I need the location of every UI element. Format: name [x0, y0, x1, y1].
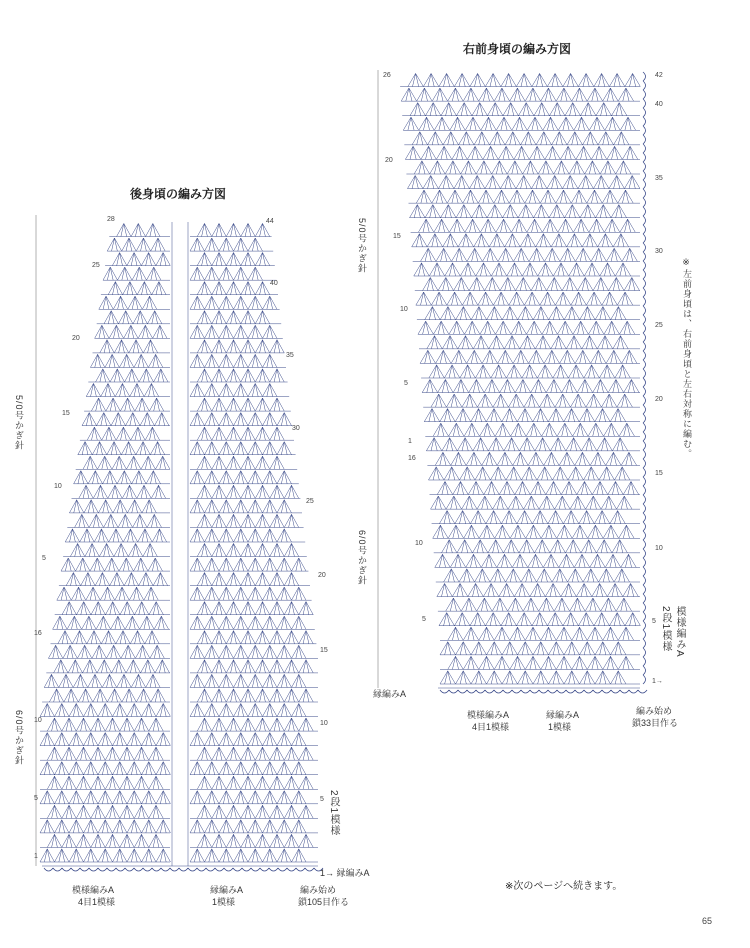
back-right-row — [190, 514, 304, 527]
back-right-row — [190, 834, 318, 847]
front-border-note: 縁編みA — [373, 689, 407, 699]
front-row — [405, 146, 640, 159]
front-rrow-25: 25 — [655, 322, 663, 329]
back-right-row — [190, 340, 284, 353]
back-left-row — [78, 442, 170, 455]
front-row — [412, 234, 640, 247]
back-left-row — [103, 267, 170, 280]
front-pattern-a: 模様編みA — [467, 710, 510, 720]
back-rrow-20: 20 — [318, 572, 326, 579]
back-left-row — [46, 660, 170, 673]
front-row — [436, 569, 640, 582]
back-left-row — [105, 253, 170, 266]
back-row-1: 1 — [34, 853, 38, 860]
back-right-row — [190, 485, 300, 498]
front-row-1: 1 — [408, 438, 412, 445]
back-right-row — [190, 500, 302, 513]
front-row — [403, 117, 640, 130]
front-row — [434, 540, 640, 553]
back-row-20: 20 — [72, 335, 80, 342]
back-left-row — [40, 791, 171, 804]
back-left-row — [40, 733, 171, 746]
front-body-title: 右前身頃の編み方図 — [463, 42, 572, 56]
front-rrow-1: 1→ — [652, 678, 663, 685]
front-row — [413, 248, 640, 261]
back-left-row — [101, 282, 170, 295]
front-hook-upper: 5/0号かぎ針 — [357, 218, 367, 274]
back-right-row — [190, 456, 297, 469]
back-left-row — [90, 354, 170, 367]
front-row — [411, 219, 640, 232]
back-left-row — [65, 529, 170, 542]
front-hook-lower: 6/0号かぎ針 — [357, 530, 367, 586]
back-left-row — [80, 427, 170, 440]
front-rrow-35: 35 — [655, 175, 663, 182]
front-edge-a-repeat: 1模様 — [548, 722, 572, 732]
back-left-row — [67, 514, 170, 527]
front-row — [428, 467, 640, 480]
front-row — [426, 438, 640, 451]
front-rrow-15: 15 — [655, 470, 663, 477]
front-row — [431, 496, 640, 509]
back-left-row — [48, 645, 170, 658]
back-left-row — [76, 456, 170, 469]
front-row — [422, 379, 640, 392]
front-row — [414, 263, 640, 276]
back-right-row — [190, 427, 294, 440]
back-right-row — [190, 689, 318, 702]
back-right-row — [190, 645, 318, 658]
front-pattern-label: 模様編みA — [674, 606, 685, 658]
back-rrow-10: 10 — [320, 720, 328, 727]
back-rrow-40: 40 — [270, 280, 278, 287]
back-right-row — [190, 253, 275, 266]
back-row-10: 10 — [54, 483, 62, 490]
front-start-chain: 鎖33目作る — [632, 718, 679, 728]
back-right-row — [190, 529, 305, 542]
back-right-row — [190, 805, 318, 818]
back-start-label: 編み始め — [300, 885, 337, 895]
back-left-row — [84, 398, 170, 411]
front-repeat-note: 2段1模様 — [660, 606, 671, 653]
front-row — [435, 554, 640, 567]
back-row-25: 25 — [92, 262, 100, 269]
back-right-row — [190, 849, 318, 862]
front-pattern-a-repeat: 4目1模様 — [472, 722, 510, 732]
back-body-title: 後身頃の編み方図 — [130, 187, 227, 201]
back-right-row — [190, 442, 296, 455]
back-right-row — [190, 776, 318, 789]
back-left-row — [82, 413, 170, 426]
back-row-10b: 10 — [34, 717, 42, 724]
front-row — [440, 671, 640, 684]
back-row-15: 15 — [62, 410, 70, 417]
back-right-row — [190, 718, 318, 731]
front-rrow-42: 42 — [655, 72, 663, 79]
front-row — [430, 481, 641, 494]
front-rrow-5: 5 — [652, 618, 656, 625]
front-rrow-30: 30 — [655, 248, 663, 255]
back-left-row — [99, 296, 170, 309]
back-hook-upper: 5/0号かぎ針 — [14, 395, 24, 451]
back-left-row — [63, 543, 170, 556]
back-rrow-30: 30 — [292, 425, 300, 432]
front-start-label: 編み始め — [636, 706, 673, 716]
front-row — [438, 598, 640, 611]
back-right-row — [190, 587, 312, 600]
back-edge-a-repeat: 1模様 — [212, 897, 236, 907]
back-right-row — [190, 762, 318, 775]
back-left-row — [42, 689, 170, 702]
back-left-row — [59, 573, 170, 586]
back-right-row — [190, 369, 288, 382]
back-right-row — [190, 311, 281, 324]
back-right-row — [190, 674, 318, 687]
back-rrow-25: 25 — [306, 498, 314, 505]
front-row — [401, 88, 640, 101]
back-rrow-5: 5 — [320, 796, 324, 803]
back-left-row — [72, 485, 171, 498]
back-right-row — [190, 354, 286, 367]
front-row — [424, 409, 640, 422]
front-row — [410, 205, 640, 218]
back-right-row — [190, 660, 318, 673]
front-row — [420, 350, 640, 363]
back-right-row — [190, 558, 308, 571]
back-row-5b: 5 — [34, 795, 38, 802]
front-row — [440, 642, 640, 655]
back-left-row — [53, 616, 170, 629]
back-row-16: 16 — [34, 630, 42, 637]
back-right-row — [190, 282, 278, 295]
back-right-row — [190, 791, 318, 804]
back-repeat-note: 2段1模様 — [328, 790, 339, 837]
page-number: 65 — [702, 916, 713, 926]
back-left-row — [40, 805, 170, 818]
front-bottom-scallops — [440, 690, 647, 693]
back-start-chain: 鎖105目作る — [298, 897, 350, 907]
back-left-row — [55, 602, 170, 615]
front-row-5: 5 — [404, 380, 408, 387]
front-row-5b: 5 — [422, 616, 426, 623]
back-left-row — [40, 718, 170, 731]
back-left-row — [74, 471, 170, 484]
back-left-row — [93, 340, 171, 353]
front-row — [440, 656, 640, 669]
front-row — [440, 627, 640, 640]
back-rrow-15: 15 — [320, 647, 328, 654]
front-rrow-20: 20 — [655, 396, 663, 403]
front-row — [402, 103, 640, 116]
front-row — [417, 307, 640, 320]
front-row — [427, 452, 640, 465]
back-left-row — [40, 747, 170, 760]
back-border-note: 1→ 縁編みA — [320, 868, 370, 878]
back-left-row — [40, 762, 171, 775]
back-left-row — [107, 238, 170, 251]
front-row — [406, 161, 640, 174]
back-rrow-35: 35 — [286, 352, 294, 359]
back-right-row — [190, 573, 310, 586]
back-right-row — [190, 820, 318, 833]
back-left-row — [61, 558, 170, 571]
back-right-row — [190, 413, 292, 426]
back-right-row — [190, 631, 316, 644]
front-row — [404, 132, 640, 145]
front-row — [409, 190, 641, 203]
front-row-20: 20 — [385, 157, 393, 164]
front-row — [433, 525, 640, 538]
front-row — [419, 336, 640, 349]
back-left-row — [40, 849, 171, 862]
front-row — [416, 292, 640, 305]
back-right-row — [190, 616, 315, 629]
back-right-row — [190, 543, 307, 556]
front-row — [439, 613, 641, 626]
back-right-row — [190, 733, 318, 746]
front-row — [418, 321, 640, 334]
front-row — [437, 583, 640, 596]
back-left-row — [40, 834, 170, 847]
back-right-row — [190, 471, 299, 484]
back-pattern-a: 模様編みA — [72, 885, 115, 895]
front-row-26: 26 — [383, 72, 391, 79]
back-left-row — [44, 674, 170, 687]
front-rrow-40: 40 — [655, 101, 663, 108]
back-left-row — [40, 703, 171, 716]
front-row — [415, 277, 640, 290]
front-row-15: 15 — [393, 233, 401, 240]
front-right-edge-scallops — [643, 72, 646, 684]
back-left-row — [57, 587, 170, 600]
back-left-row — [69, 500, 170, 513]
back-right-row — [190, 238, 273, 251]
back-right-row — [190, 703, 318, 716]
back-rrow-44: 44 — [266, 218, 274, 225]
front-row — [407, 175, 640, 188]
back-left-row — [97, 311, 170, 324]
front-row — [423, 394, 640, 407]
front-rrow-10: 10 — [655, 545, 663, 552]
back-right-row — [190, 602, 313, 615]
front-row-16: 16 — [408, 455, 416, 462]
front-row — [432, 511, 640, 524]
continue-note: ※次のページへ続きます。 — [505, 881, 623, 892]
back-left-row — [40, 820, 171, 833]
back-edge-a: 縁編みA — [210, 885, 244, 895]
back-right-row — [190, 398, 291, 411]
back-left-row — [95, 325, 170, 338]
back-edge-scallops — [44, 868, 323, 871]
front-mirror-note: ※左前身頃は、右前身頃と左右対称に編む。 — [682, 258, 692, 459]
back-right-row — [190, 383, 289, 396]
back-pattern-a-repeat: 4目1模様 — [78, 897, 116, 907]
back-row-5: 5 — [42, 555, 46, 562]
back-right-row — [190, 267, 276, 280]
front-row-10b: 10 — [415, 540, 423, 547]
front-row — [425, 423, 640, 436]
back-right-row — [190, 223, 272, 236]
back-hook-lower: 6/0号かぎ針 — [14, 710, 24, 766]
back-left-row — [86, 383, 170, 396]
front-row — [421, 365, 640, 378]
back-left-row — [109, 223, 170, 236]
back-left-row — [40, 776, 170, 789]
front-edge-a: 縁編みA — [546, 710, 580, 720]
back-right-row — [190, 325, 283, 338]
back-left-row — [51, 631, 171, 644]
front-row-10: 10 — [400, 306, 408, 313]
back-right-row — [190, 296, 280, 309]
front-row — [400, 73, 640, 86]
back-row-28: 28 — [107, 216, 115, 223]
back-right-row — [190, 747, 318, 760]
back-left-row — [88, 369, 170, 382]
